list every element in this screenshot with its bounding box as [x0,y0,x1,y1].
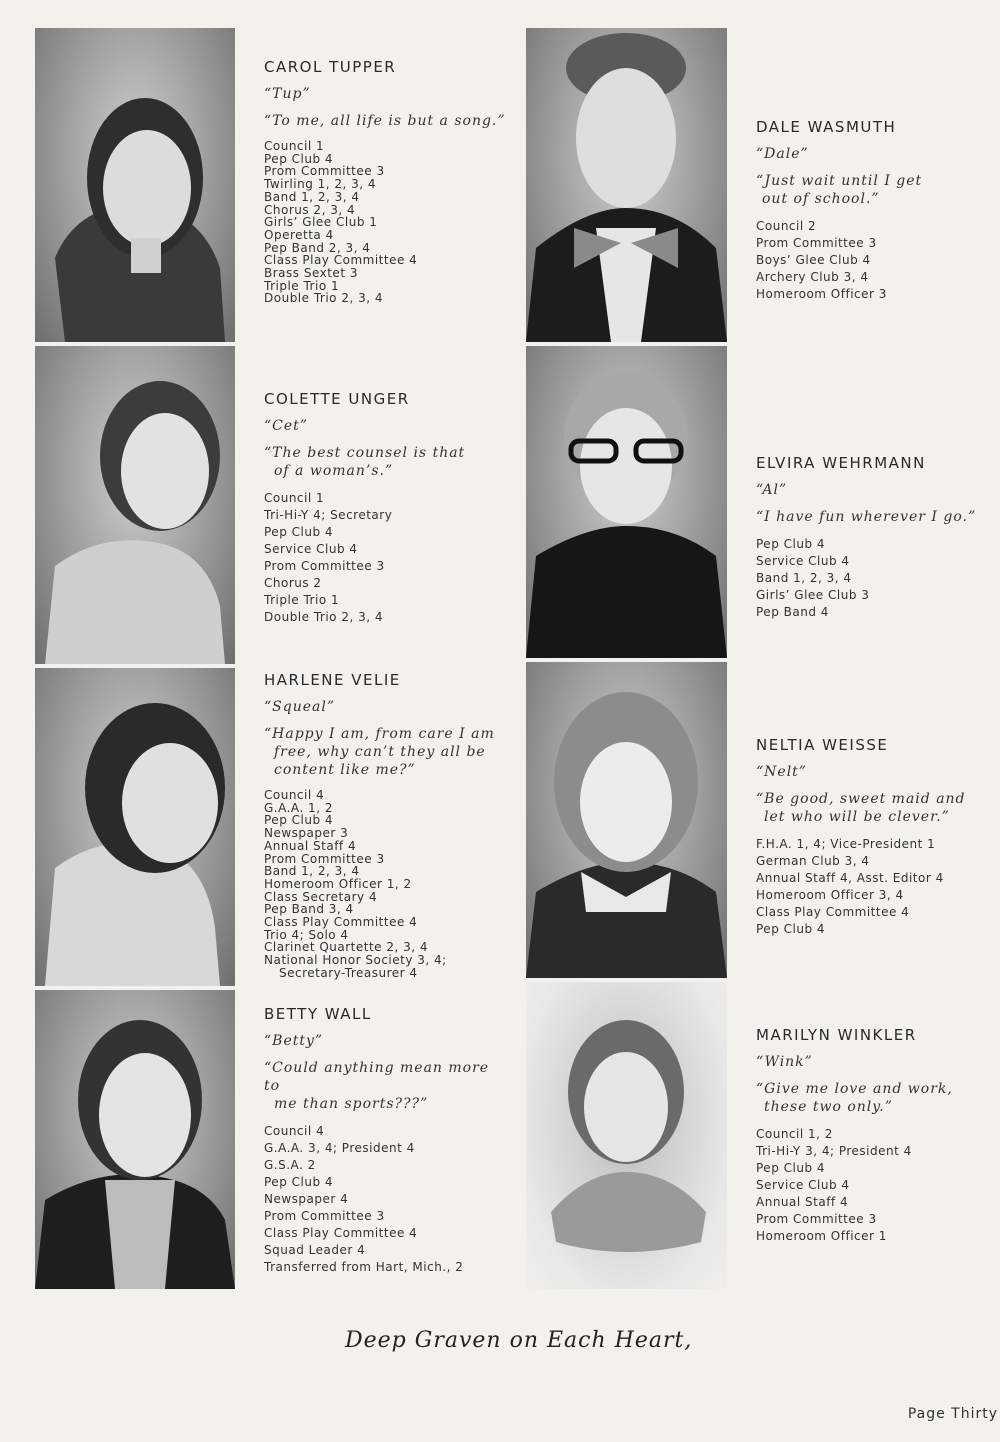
student-quote [264,112,509,130]
student-name: HARLENE VELIE [264,671,401,689]
activity-item: Class Play Committee 4 [264,253,418,268]
activity-item: Transferred from Hart, Mich., 2 [264,1260,464,1274]
activity-item: Service Club 4 [756,554,850,568]
student-entry-elvira-wehrmann [756,454,1000,621]
activity-item: Newspaper 3 [264,826,349,841]
quote-line: of a woman’s.” [274,463,394,479]
student-entry-colette-unger [264,390,509,626]
student-entry-neltia-weisse [756,736,1000,938]
activity-item: Pep Club 4 [264,813,334,828]
activity-item: Trio 4; Solo 4 [264,927,349,942]
quote-line: out of school.” [762,191,880,207]
student-quote [264,444,509,480]
page-motto: Deep Graven on Each Heart, [345,1328,693,1353]
activity-item: Double Trio 2, 3, 4 [264,610,383,624]
quote-line: “The best counsel is that [264,445,466,461]
activity-item: Annual Staff 4 [756,1195,849,1209]
activities-list [264,789,509,980]
activity-item: Pep Club 4 [756,537,826,551]
student-quote [264,725,509,779]
activity-item: Operetta 4 [264,227,334,242]
activity-item: Homeroom Officer 1 [756,1229,887,1243]
activity-item: Council 1 [264,491,325,505]
quote-line: “I have fun wherever I go.” [756,509,977,525]
activity-item: Class Play Committee 4 [756,905,910,919]
quote-line: free, why can’t they all be [274,744,486,760]
portrait-harlene-velie [35,668,235,986]
activity-item: Triple Trio 1 [264,278,340,293]
activity-item: Class Secretary 4 [264,889,378,904]
activity-item: Clarinet Quartette 2, 3, 4 [264,940,429,955]
activity-item: Pep Club 4 [264,151,334,166]
activity-item: Pep Club 4 [264,525,334,539]
activity-item: Class Play Committee 4 [264,1226,418,1240]
activity-item: Prom Committee 3 [756,236,877,250]
student-name: CAROL TUPPER [264,58,397,76]
activities-list [756,1126,1000,1245]
student-name: BETTY WALL [264,1005,372,1023]
activity-item: Council 1 [264,139,325,153]
activity-item: Brass Sextet 3 [264,266,358,281]
activities-list [264,490,509,626]
activity-item: Homeroom Officer 3, 4 [756,888,904,902]
activity-item: Double Trio 2, 3, 4 [264,291,383,306]
quote-line: content like me?” [274,762,416,778]
activity-item: Chorus 2 [264,576,322,590]
student-quote [756,508,1000,526]
activity-item: Pep Band 2, 3, 4 [264,240,371,255]
activities-list [756,836,1000,938]
portrait-betty-wall [35,990,235,1289]
portrait-carol-tupper [35,28,235,342]
quote-line: me than sports???” [274,1096,429,1112]
student-quote [756,790,1000,826]
activity-item: Band 1, 2, 3, 4 [264,189,360,204]
activity-item: Pep Club 4 [756,1161,826,1175]
activities-list [264,1123,509,1276]
activity-item: Prom Committee 3 [264,1209,385,1223]
activity-item: Tri-Hi-Y 4; Secretary [264,508,393,522]
portrait-marilyn-winkler [526,982,727,1289]
quote-line: “Be good, sweet maid and [756,791,966,807]
student-quote [756,172,1000,208]
student-nickname: “Squeal” [264,699,335,715]
activity-item: Boys’ Glee Club 4 [756,253,871,267]
activity-item: Tri-Hi-Y 3, 4; President 4 [756,1144,912,1158]
activity-item: Girls’ Glee Club 3 [756,588,870,602]
activity-item: Chorus 2, 3, 4 [264,202,356,217]
activity-item: German Club 3, 4 [756,854,870,868]
activity-item: Archery Club 3, 4 [756,270,869,284]
activity-item: G.S.A. 2 [264,1158,316,1172]
student-name: ELVIRA WEHRMANN [756,454,926,472]
student-entry-marilyn-winkler [756,1026,1000,1245]
student-name: NELTIA WEISSE [756,736,889,754]
portrait-colette-unger [35,346,235,664]
activity-item: Band 1, 2, 3, 4 [756,571,852,585]
quote-line: “Give me love and work, [756,1081,953,1097]
activity-item: Council 4 [264,1124,325,1138]
activity-item: Pep Band 4 [756,605,829,619]
student-nickname: “Tup” [264,86,311,102]
activity-item: Homeroom Officer 3 [756,287,887,301]
activity-item: Pep Club 4 [264,1175,334,1189]
student-name: MARILYN WINKLER [756,1026,917,1044]
activity-item: Service Club 4 [756,1178,850,1192]
activity-item: Newspaper 4 [264,1192,349,1206]
student-quote [264,1059,509,1113]
activity-item: Service Club 4 [264,542,358,556]
quote-line: “Happy I am, from care I am [264,726,495,742]
student-name: DALE WASMUTH [756,118,897,136]
activity-item: Prom Committee 3 [756,1212,877,1226]
activity-item: Band 1, 2, 3, 4 [264,864,360,879]
activity-item: Prom Committee 3 [264,164,385,179]
activity-item: G.A.A. 3, 4; President 4 [264,1141,415,1155]
quote-line: these two only.” [764,1099,893,1115]
activities-list [264,140,509,305]
quote-line: “Could anything mean more to [264,1060,490,1094]
activities-list [756,218,1000,303]
page-number: Page Thirty [907,1406,998,1422]
activity-item: Pep Club 4 [756,922,826,936]
activity-item: Council 1, 2 [756,1127,833,1141]
activity-item: Annual Staff 4 [264,838,357,853]
student-nickname: “Cet” [264,418,308,434]
student-entry-harlene-velie [264,671,509,980]
activity-item: Girls’ Glee Club 1 [264,215,378,230]
activity-item: Council 4 [264,788,325,802]
activities-list [756,536,1000,621]
activity-item: Class Play Committee 4 [264,915,418,930]
quote-line: let who will be clever.” [764,809,950,825]
student-nickname: “Betty” [264,1033,324,1049]
activity-item: Twirling 1, 2, 3, 4 [264,177,377,192]
portrait-dale-wasmuth [526,28,727,342]
portrait-neltia-weisse [526,662,727,978]
portrait-elvira-wehrmann [526,346,727,658]
activity-item: G.A.A. 1, 2 [264,800,333,815]
activity-item: National Honor Society 3, 4; [264,953,447,968]
activity-item: F.H.A. 1, 4; Vice-President 1 [756,837,936,851]
student-name: COLETTE UNGER [264,390,410,408]
student-entry-carol-tupper [264,58,509,305]
activity-item: Pep Band 3, 4 [264,902,354,917]
quote-line: “Just wait until I get [756,173,923,189]
activity-item: Annual Staff 4, Asst. Editor 4 [756,871,944,885]
activity-item: Squad Leader 4 [264,1243,366,1257]
student-nickname: “Nelt” [756,764,807,780]
student-entry-dale-wasmuth [756,118,1000,303]
student-nickname: “Dale” [756,146,809,162]
activity-item: Council 2 [756,219,817,233]
activity-item: Prom Committee 3 [264,559,385,573]
quote-line: “To me, all life is but a song.” [264,113,506,129]
activity-item: Triple Trio 1 [264,593,340,607]
activity-item: Homeroom Officer 1, 2 [264,876,412,891]
student-nickname: “Wink” [756,1054,813,1070]
student-nickname: “Al” [756,482,788,498]
student-entry-betty-wall [264,1005,509,1276]
activity-item: Prom Committee 3 [264,851,385,866]
student-quote [756,1080,1000,1116]
activity-item: Secretary-Treasurer 4 [279,965,418,980]
